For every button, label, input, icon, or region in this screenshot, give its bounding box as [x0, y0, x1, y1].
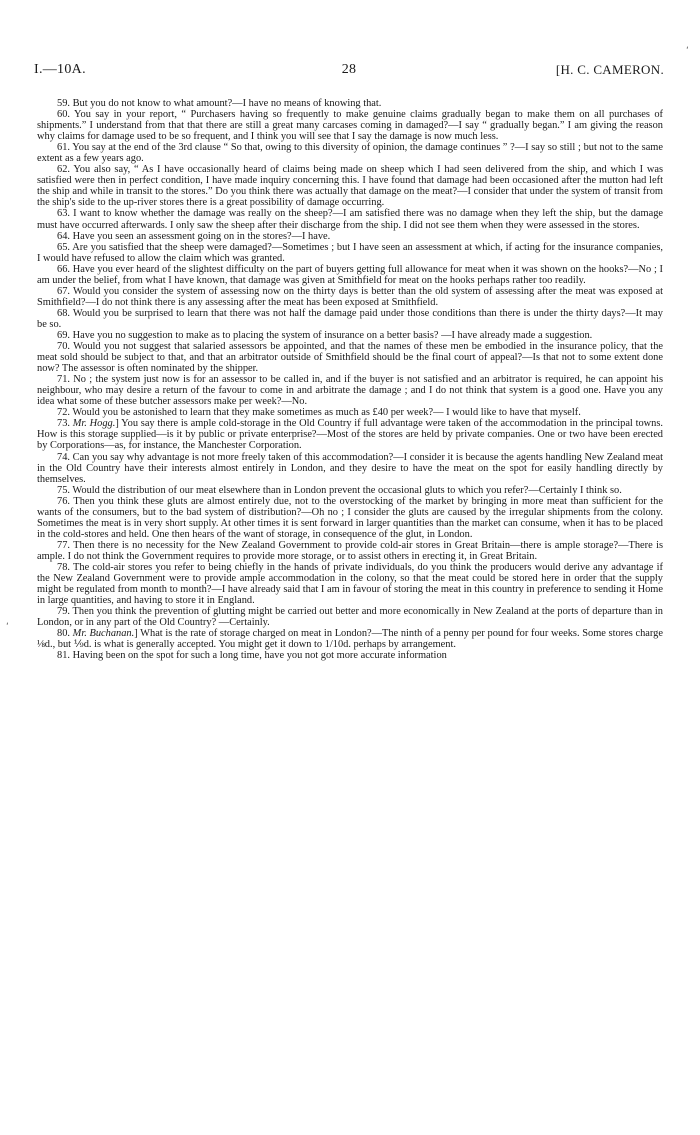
page-number: 28 [341, 62, 357, 77]
paragraph-text: ] What is the rate of storage charged on meat in London?—The ninth of a penny per pound for four weeks. Some stores charge ⅛d., but ⅑d. is what is generally accepted. You might get it down to 1/10d. perhaps by arrangement. [37, 628, 663, 651]
paragraph-64: 64. Have you seen an assessment going on in the stores?—I have. [57, 230, 331, 242]
paragraph-74: 74. Can you say why advantage is not more freely taken of this accommodation?—I consider it is because the agents handling New Zealand meat in the Old Country have their interests almost entirely in London, and they desire to have the meat on the spot for easily handling directly by themselves. [37, 451, 663, 485]
paragraph-73 [37, 418, 663, 451]
paragraph-text: ] You say there is ample cold-storage in the Old Country if full advantage were taken of the accommodation in the principal towns. How is this storage supplied—is it by public or private enterprise?—Most of the stores are held by private companies. One or two have been erected by Corporations—as, for instance, the Manchester Corporation. [37, 418, 663, 452]
paragraph-71: 71. No ; the system just now is for an assessor to be called in, and if the buyer is not satisfied and an arbitrator is required, he can appoint his neighbour, who may desire a return of the favour to come in and arbitrate the damage ; and I do not think that system is a good one. Have you any idea what some of these butcher assessors make per week?—No. [37, 374, 663, 408]
paragraph-63: 63. I want to know whether the damage was really on the sheep?—I am satisfied there was no damage when they left the ship, but the damage must have occurred afterwards. I only saw the sheep after their discharge from the ship. I did not see them when they were assessed in the stores. [37, 208, 663, 231]
paragraph-61: 61. You say at the end of the 3rd clause “ So that, owing to this diversity of opinion, the damage continues ” ?—I say so still ; but not to the same extent as a few years ago. [37, 142, 663, 165]
paragraph-70: 70. Would you not suggest that salaried assessors be appointed, and that the names of these men be embodied in the insurance policy, that the meat sold should be subject to that, and that an arbitrator outside of Smithfield should be the final court of appeal?—Is that not to some extent done now? The assessor is often nominated by the shipper. [37, 341, 663, 375]
speaker-name: Mr. Hogg. [72, 418, 116, 430]
paragraph-72: 72. Would you be astonished to learn that they make sometimes as much as £40 per week?— I would like to have that myself. [57, 407, 581, 419]
paragraph-60: 60. You say in your report, “ Purchasers having so frequently to make genuine claims gradually began to make them on all purchases of shipments.” I understand from that that there are still a great many carcases coming in damaged?—I say “ gradually began.” I am giving the reason why claims for damage used to be so frequent, and I think you will see that I say the damage is now much less. [37, 109, 663, 143]
report-reference: I.—10A. [34, 62, 86, 77]
paragraph-65: 65. Are you satisfied that the sheep were damaged?—Sometimes ; but I have seen an assessment at which, if acting for the insurance companies, I would have refused to allow the claim which was granted. [37, 241, 663, 264]
paragraph-66: 66. Have you ever heard of the slightest difficulty on the part of buyers getting full allowance for meat when it was shown on the hooks?—No ; I am under the belief, from what I have known, that damage was given at Smithfield for meat on the hooks perhaps rather too readily. [37, 263, 663, 286]
paragraph-59: 59. But you do not know to what amount?—I have no means of knowing that. [57, 98, 382, 109]
question-number: 73. [57, 418, 73, 430]
paragraph-80 [37, 628, 663, 650]
paragraph-62: 62. You also say, “ As I have occasionally heard of claims being made on sheep which I had seen delivered from the ship, and which I was satisfied were then in perfect condition, I have made inquiry concerning this. I have found that damage had been occasioned after the mutton had left the ship and while in transit to the stores.” Do you think there was actually that damage on the meat?—I consider that under the system of transit from the ship's side to the up-river stores there is a great possibility of damage occurring. [37, 164, 663, 209]
question-number: 80. [57, 628, 73, 640]
paragraph-78: 78. The cold-air stores you refer to being chiefly in the hands of private individuals, do you think the producers would derive any advantage if the New Zealand Government were to provide ample accommodation in the colony, so that the meat could be stored here in order that the supply might be regulated from month to month?—I have already said that I am in favour of storing the meat in this country in preference to sending it Home in large quantities, and having to store it in England. [37, 561, 663, 607]
speaker-name: Mr. Buchanan. [72, 628, 135, 640]
stray-mark-icon: ‘ [6, 622, 9, 632]
paragraph-75: 75. Would the distribution of our meat elsewhere than in London prevent the occasional gluts to which you refer?—Certainly I think so. [57, 484, 622, 496]
paragraph-77: 77. Then there is no necessity for the New Zealand Government to provide cold-air stores in Great Britain—there is ample storage?—There is ample. I do not think the Government requires to provide more storage, or to assist others in erecting it, in Great Britain. [37, 539, 663, 562]
paragraph-69: 69. Have you no suggestion to make as to placing the system of insurance on a better basis? —I have already made a suggestion. [57, 329, 593, 341]
evidence-text [37, 98, 663, 661]
paragraph-81: 81. Having been on the spot for such a long time, have you not got more accurate information [57, 650, 447, 662]
paragraph-68: 68. Would you be surprised to learn that there was not half the damage paid under those conditions than there is under the thirty days?—It may be so. [37, 307, 663, 330]
paragraph-76: 76. Then you think these gluts are almost entirely due, not to the overstocking of the market by bringing in more meat than sufficient for the wants of the consumers, but to the bad system of distribution?—Oh no ; I consider the gluts are caused by the irregular shipments from the colony. Sometimes the meat is in very short supply. At other times it is sent forward in larger quantities than the market can consume, when it has to be placed in the cold-stores and held. One then hears of the want of storage, in consequence of the glut, in London. [37, 495, 663, 540]
stray-mark-icon: ‘ [686, 46, 689, 56]
running-header [34, 62, 664, 82]
paragraph-79: 79. Then you think the prevention of glutting might be carried out better and more economically in New Zealand at the ports of departure than in London, or in any part of the Old Country? —Certainly. [37, 606, 663, 629]
paragraph-67: 67. Would you consider the system of assessing now on the thirty days is better than the old system of assessing after the meat was exposed at Smithfield?—I do not think there is any assessing after the meat has been exposed at Smithfield. [37, 285, 663, 308]
witness-name: [H. C. CAMERON. [555, 62, 664, 77]
